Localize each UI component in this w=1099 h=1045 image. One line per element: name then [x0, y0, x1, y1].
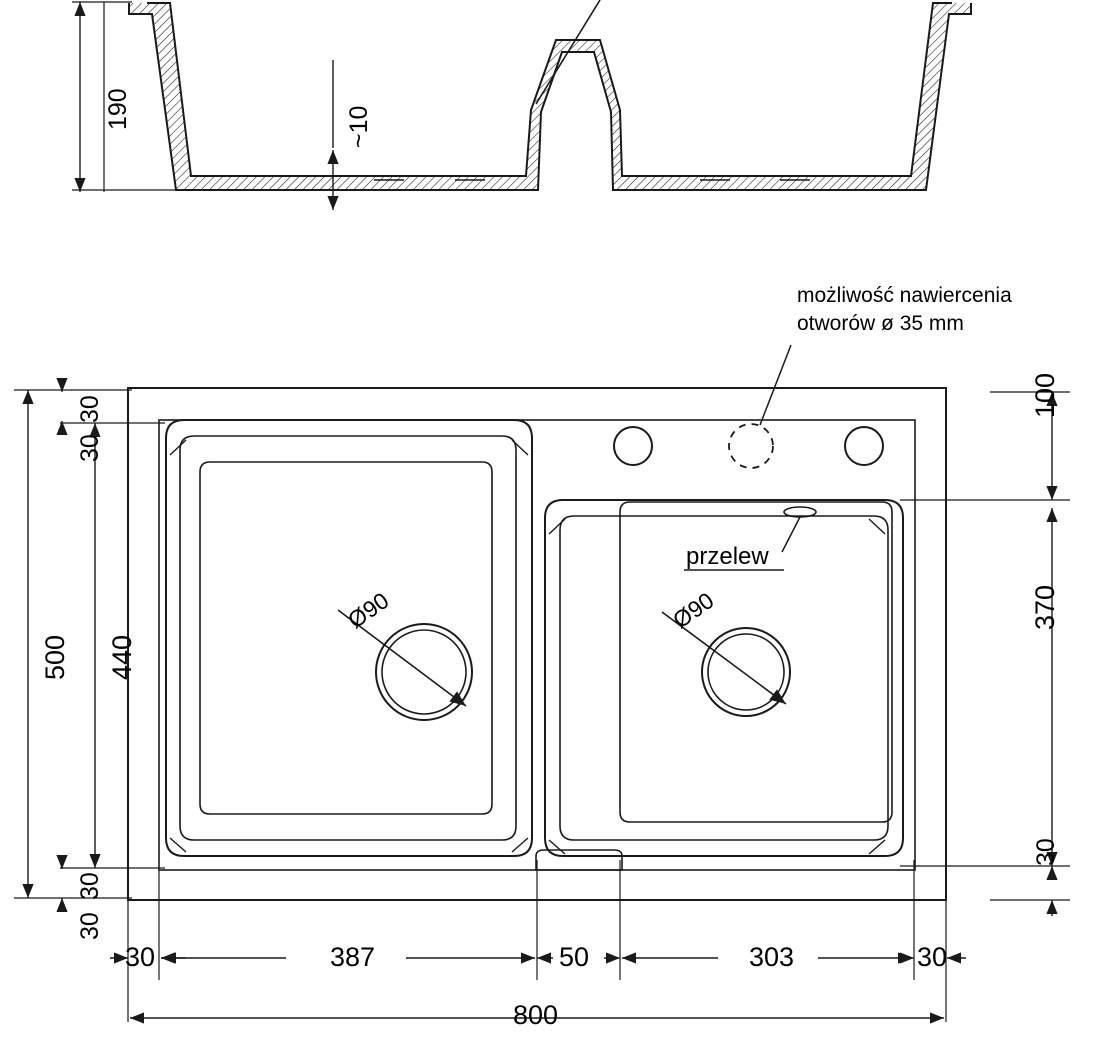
- dim-right-bottom-margin-30: 30: [1032, 838, 1060, 866]
- dim-inner-height-440: 440: [107, 634, 137, 680]
- dim-top-margin-30-b: 30: [76, 434, 104, 462]
- left-drain-diameter-label: Ø90: [343, 587, 394, 634]
- drill-note-line1: możliwość nawiercenia: [797, 284, 1012, 307]
- overflow-label: przelew: [686, 543, 769, 570]
- section-view: [72, 0, 971, 210]
- dim-outer-height-500: 500: [40, 634, 70, 680]
- dim-bottom-margin-30: 30: [76, 872, 104, 900]
- dim-bowl-height-370: 370: [1030, 584, 1060, 630]
- section-depth-label: 190: [104, 88, 132, 130]
- plan-view: [14, 345, 1070, 1022]
- dim-top-offset-100: 100: [1030, 372, 1060, 418]
- dim-divider-50: 50: [559, 942, 590, 972]
- dim-top-margin-30: 30: [76, 395, 104, 423]
- dim-total-width-800: 800: [513, 1000, 559, 1030]
- dim-bottom-margin-30-b: 30: [76, 912, 104, 940]
- right-drain-diameter-label: Ø90: [668, 587, 719, 634]
- dim-left-margin-30: 30: [125, 942, 156, 972]
- dim-left-bowl-387: 387: [330, 942, 376, 972]
- dim-right-margin-30: 30: [917, 942, 948, 972]
- drill-note-line2: otworów ø 35 mm: [797, 312, 964, 335]
- section-thickness-label: ~10: [345, 105, 373, 148]
- dim-right-bowl-303: 303: [749, 942, 795, 972]
